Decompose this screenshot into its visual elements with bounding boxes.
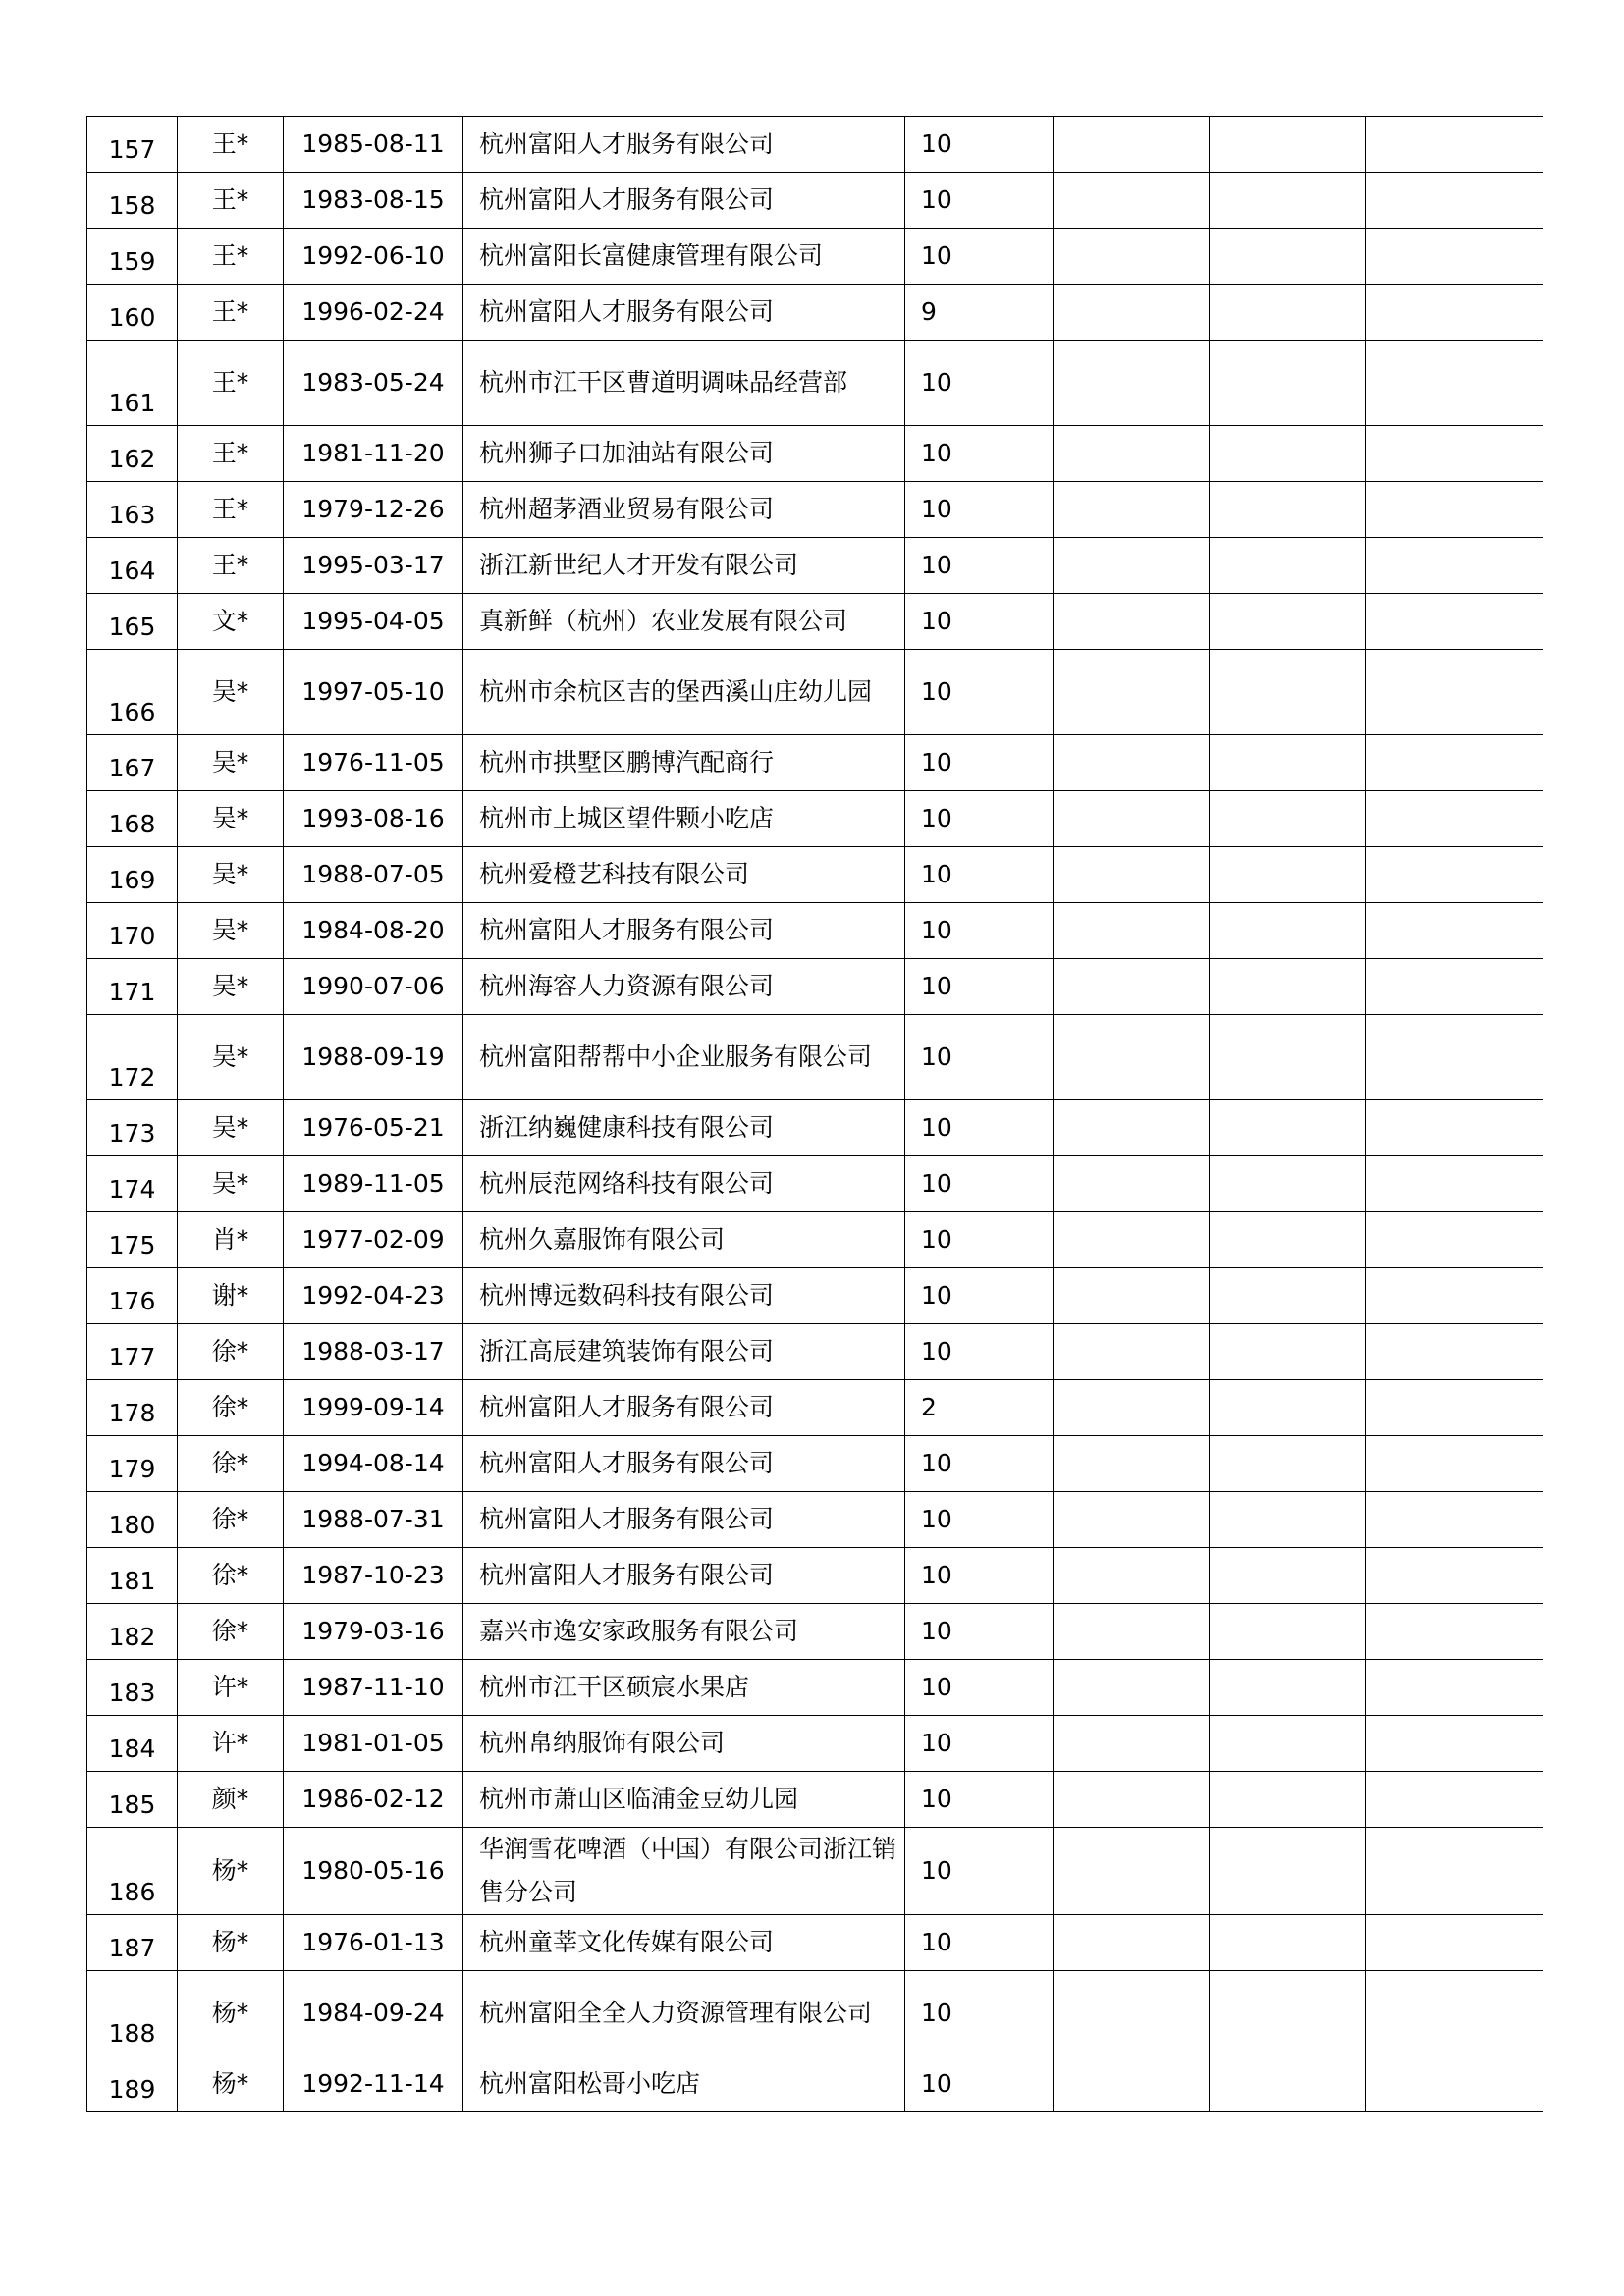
score-value: 10 xyxy=(905,791,1054,847)
person-name: 徐* xyxy=(178,1548,284,1604)
empty-cell xyxy=(1366,1548,1543,1604)
table-row xyxy=(87,285,1543,341)
person-name: 吴* xyxy=(178,1156,284,1212)
empty-cell xyxy=(1210,1100,1366,1156)
score-value: 10 xyxy=(905,2056,1054,2112)
empty-cell xyxy=(1366,117,1543,173)
person-name: 徐* xyxy=(178,1492,284,1548)
person-name: 王* xyxy=(178,426,284,482)
empty-cell xyxy=(1210,173,1366,229)
birth-date: 1983-05-24 xyxy=(284,341,463,426)
person-name: 吴* xyxy=(178,650,284,735)
empty-cell xyxy=(1210,1436,1366,1492)
row-number: 167 xyxy=(87,735,178,791)
birth-date: 1987-10-23 xyxy=(284,1548,463,1604)
score-value: 10 xyxy=(905,1156,1054,1212)
empty-cell xyxy=(1210,229,1366,285)
birth-date: 1996-02-24 xyxy=(284,285,463,341)
empty-cell xyxy=(1210,650,1366,735)
score-value: 10 xyxy=(905,650,1054,735)
empty-cell xyxy=(1054,426,1210,482)
table-row xyxy=(87,1212,1543,1268)
score-value: 10 xyxy=(905,341,1054,426)
score-value: 10 xyxy=(905,735,1054,791)
empty-cell xyxy=(1366,426,1543,482)
row-number: 165 xyxy=(87,594,178,650)
birth-date: 1999-09-14 xyxy=(284,1380,463,1436)
birth-date: 1987-11-10 xyxy=(284,1660,463,1716)
empty-cell xyxy=(1210,1971,1366,2056)
empty-cell xyxy=(1054,1100,1210,1156)
empty-cell xyxy=(1366,1492,1543,1548)
person-name: 杨* xyxy=(178,2056,284,2112)
birth-date: 1981-11-20 xyxy=(284,426,463,482)
company-name: 杭州爱橙艺科技有限公司 xyxy=(463,847,905,903)
row-number: 179 xyxy=(87,1436,178,1492)
score-value: 10 xyxy=(905,903,1054,959)
empty-cell xyxy=(1366,650,1543,735)
row-number: 161 xyxy=(87,341,178,426)
company-name: 杭州童莘文化传媒有限公司 xyxy=(463,1915,905,1971)
score-value: 10 xyxy=(905,1492,1054,1548)
company-name: 真新鲜（杭州）农业发展有限公司 xyxy=(463,594,905,650)
score-value: 2 xyxy=(905,1380,1054,1436)
empty-cell xyxy=(1054,1436,1210,1492)
table-row xyxy=(87,426,1543,482)
company-name: 浙江纳巍健康科技有限公司 xyxy=(463,1100,905,1156)
person-name: 王* xyxy=(178,173,284,229)
company-name: 杭州博远数码科技有限公司 xyxy=(463,1268,905,1324)
person-name: 徐* xyxy=(178,1436,284,1492)
row-number: 184 xyxy=(87,1716,178,1772)
birth-date: 1976-05-21 xyxy=(284,1100,463,1156)
birth-date: 1997-05-10 xyxy=(284,650,463,735)
empty-cell xyxy=(1210,959,1366,1015)
table-row xyxy=(87,1716,1543,1772)
empty-cell xyxy=(1366,1268,1543,1324)
person-name: 王* xyxy=(178,538,284,594)
empty-cell xyxy=(1054,1772,1210,1828)
empty-cell xyxy=(1054,1492,1210,1548)
company-name: 杭州富阳人才服务有限公司 xyxy=(463,117,905,173)
person-name: 颜* xyxy=(178,1772,284,1828)
company-name: 嘉兴市逸安家政服务有限公司 xyxy=(463,1604,905,1660)
row-number: 173 xyxy=(87,1100,178,1156)
person-name: 许* xyxy=(178,1660,284,1716)
row-number: 185 xyxy=(87,1772,178,1828)
empty-cell xyxy=(1054,482,1210,538)
empty-cell xyxy=(1054,1971,1210,2056)
person-name: 王* xyxy=(178,117,284,173)
empty-cell xyxy=(1054,1015,1210,1100)
person-name: 杨* xyxy=(178,1971,284,2056)
row-number: 162 xyxy=(87,426,178,482)
person-name: 吴* xyxy=(178,1015,284,1100)
company-name: 杭州富阳人才服务有限公司 xyxy=(463,1436,905,1492)
empty-cell xyxy=(1366,903,1543,959)
row-number: 169 xyxy=(87,847,178,903)
empty-cell xyxy=(1210,482,1366,538)
empty-cell xyxy=(1210,1268,1366,1324)
empty-cell xyxy=(1366,1716,1543,1772)
empty-cell xyxy=(1054,1156,1210,1212)
empty-cell xyxy=(1366,594,1543,650)
company-name: 杭州超茅酒业贸易有限公司 xyxy=(463,482,905,538)
score-value: 10 xyxy=(905,594,1054,650)
table-row xyxy=(87,1604,1543,1660)
birth-date: 1995-03-17 xyxy=(284,538,463,594)
company-name: 杭州市江干区曹道明调味品经营部 xyxy=(463,341,905,426)
company-name: 杭州富阳人才服务有限公司 xyxy=(463,285,905,341)
table-row xyxy=(87,1100,1543,1156)
company-name: 杭州市萧山区临浦金豆幼儿园 xyxy=(463,1772,905,1828)
empty-cell xyxy=(1054,903,1210,959)
row-number: 172 xyxy=(87,1015,178,1100)
table-row xyxy=(87,903,1543,959)
row-number: 158 xyxy=(87,173,178,229)
birth-date: 1992-11-14 xyxy=(284,2056,463,2112)
score-value: 10 xyxy=(905,1772,1054,1828)
empty-cell xyxy=(1366,173,1543,229)
person-name: 谢* xyxy=(178,1268,284,1324)
birth-date: 1988-07-31 xyxy=(284,1492,463,1548)
table-row xyxy=(87,173,1543,229)
person-name: 王* xyxy=(178,285,284,341)
birth-date: 1989-11-05 xyxy=(284,1156,463,1212)
empty-cell xyxy=(1366,538,1543,594)
table-row xyxy=(87,482,1543,538)
row-number: 181 xyxy=(87,1548,178,1604)
empty-cell xyxy=(1054,1828,1210,1915)
empty-cell xyxy=(1054,1660,1210,1716)
birth-date: 1986-02-12 xyxy=(284,1772,463,1828)
company-name: 杭州辰范网络科技有限公司 xyxy=(463,1156,905,1212)
empty-cell xyxy=(1054,538,1210,594)
empty-cell xyxy=(1366,1100,1543,1156)
company-name: 杭州富阳人才服务有限公司 xyxy=(463,1380,905,1436)
table-row xyxy=(87,1492,1543,1548)
row-number: 182 xyxy=(87,1604,178,1660)
empty-cell xyxy=(1366,735,1543,791)
empty-cell xyxy=(1210,594,1366,650)
score-value: 10 xyxy=(905,482,1054,538)
empty-cell xyxy=(1366,482,1543,538)
person-name: 吴* xyxy=(178,1100,284,1156)
company-name: 杭州市上城区望件颗小吃店 xyxy=(463,791,905,847)
company-name: 杭州富阳帮帮中小企业服务有限公司 xyxy=(463,1015,905,1100)
table-row xyxy=(87,1548,1543,1604)
table-body xyxy=(87,117,1543,2112)
empty-cell xyxy=(1054,959,1210,1015)
empty-cell xyxy=(1210,285,1366,341)
empty-cell xyxy=(1054,1324,1210,1380)
table-row xyxy=(87,959,1543,1015)
birth-date: 1988-07-05 xyxy=(284,847,463,903)
empty-cell xyxy=(1054,285,1210,341)
score-value: 10 xyxy=(905,1971,1054,2056)
table-row xyxy=(87,594,1543,650)
company-name: 浙江新世纪人才开发有限公司 xyxy=(463,538,905,594)
person-name: 文* xyxy=(178,594,284,650)
empty-cell xyxy=(1054,791,1210,847)
table-row xyxy=(87,1268,1543,1324)
empty-cell xyxy=(1210,1772,1366,1828)
score-value: 10 xyxy=(905,1015,1054,1100)
person-name: 肖* xyxy=(178,1212,284,1268)
row-number: 188 xyxy=(87,1971,178,2056)
empty-cell xyxy=(1210,735,1366,791)
empty-cell xyxy=(1054,847,1210,903)
row-number: 168 xyxy=(87,791,178,847)
score-value: 10 xyxy=(905,959,1054,1015)
company-name: 杭州海容人力资源有限公司 xyxy=(463,959,905,1015)
birth-date: 1980-05-16 xyxy=(284,1828,463,1915)
empty-cell xyxy=(1366,1828,1543,1915)
person-name: 吴* xyxy=(178,735,284,791)
row-number: 163 xyxy=(87,482,178,538)
score-value: 9 xyxy=(905,285,1054,341)
score-value: 10 xyxy=(905,117,1054,173)
company-name: 杭州狮子口加油站有限公司 xyxy=(463,426,905,482)
company-name: 杭州久嘉服饰有限公司 xyxy=(463,1212,905,1268)
person-name: 徐* xyxy=(178,1604,284,1660)
empty-cell xyxy=(1210,1828,1366,1915)
empty-cell xyxy=(1210,1212,1366,1268)
empty-cell xyxy=(1366,1156,1543,1212)
birth-date: 1981-01-05 xyxy=(284,1716,463,1772)
table-row xyxy=(87,1380,1543,1436)
birth-date: 1976-01-13 xyxy=(284,1915,463,1971)
row-number: 175 xyxy=(87,1212,178,1268)
row-number: 177 xyxy=(87,1324,178,1380)
empty-cell xyxy=(1366,1604,1543,1660)
empty-cell xyxy=(1054,1604,1210,1660)
birth-date: 1979-12-26 xyxy=(284,482,463,538)
empty-cell xyxy=(1210,1015,1366,1100)
company-name: 浙江高辰建筑装饰有限公司 xyxy=(463,1324,905,1380)
person-name: 王* xyxy=(178,229,284,285)
score-value: 10 xyxy=(905,1716,1054,1772)
table-row xyxy=(87,1324,1543,1380)
company-name: 杭州富阳人才服务有限公司 xyxy=(463,1492,905,1548)
empty-cell xyxy=(1366,1324,1543,1380)
empty-cell xyxy=(1366,1212,1543,1268)
birth-date: 1993-08-16 xyxy=(284,791,463,847)
table-row xyxy=(87,341,1543,426)
empty-cell xyxy=(1054,2056,1210,2112)
birth-date: 1992-04-23 xyxy=(284,1268,463,1324)
person-name: 王* xyxy=(178,482,284,538)
empty-cell xyxy=(1366,1380,1543,1436)
score-value: 10 xyxy=(905,1915,1054,1971)
empty-cell xyxy=(1366,847,1543,903)
empty-cell xyxy=(1366,2056,1543,2112)
empty-cell xyxy=(1054,1915,1210,1971)
personnel-table xyxy=(86,116,1543,2112)
empty-cell xyxy=(1366,285,1543,341)
person-name: 王* xyxy=(178,341,284,426)
empty-cell xyxy=(1366,1660,1543,1716)
person-name: 许* xyxy=(178,1716,284,1772)
empty-cell xyxy=(1366,791,1543,847)
birth-date: 1984-08-20 xyxy=(284,903,463,959)
empty-cell xyxy=(1054,173,1210,229)
row-number: 186 xyxy=(87,1828,178,1915)
table-row xyxy=(87,1660,1543,1716)
table-row xyxy=(87,1828,1543,1915)
table-row xyxy=(87,229,1543,285)
row-number: 189 xyxy=(87,2056,178,2112)
empty-cell xyxy=(1054,1380,1210,1436)
empty-cell xyxy=(1210,341,1366,426)
empty-cell xyxy=(1366,1015,1543,1100)
person-name: 徐* xyxy=(178,1380,284,1436)
person-name: 吴* xyxy=(178,791,284,847)
empty-cell xyxy=(1210,1492,1366,1548)
empty-cell xyxy=(1054,735,1210,791)
empty-cell xyxy=(1210,1716,1366,1772)
empty-cell xyxy=(1210,2056,1366,2112)
empty-cell xyxy=(1210,117,1366,173)
birth-date: 1983-08-15 xyxy=(284,173,463,229)
empty-cell xyxy=(1366,341,1543,426)
score-value: 10 xyxy=(905,229,1054,285)
empty-cell xyxy=(1054,117,1210,173)
person-name: 杨* xyxy=(178,1915,284,1971)
row-number: 178 xyxy=(87,1380,178,1436)
company-name: 杭州市余杭区吉的堡西溪山庄幼儿园 xyxy=(463,650,905,735)
score-value: 10 xyxy=(905,173,1054,229)
table-row xyxy=(87,1915,1543,1971)
table-row xyxy=(87,1772,1543,1828)
row-number: 183 xyxy=(87,1660,178,1716)
empty-cell xyxy=(1210,1156,1366,1212)
score-value: 10 xyxy=(905,1604,1054,1660)
table-row xyxy=(87,538,1543,594)
empty-cell xyxy=(1054,1716,1210,1772)
empty-cell xyxy=(1054,650,1210,735)
empty-cell xyxy=(1210,847,1366,903)
empty-cell xyxy=(1366,959,1543,1015)
company-name: 杭州富阳人才服务有限公司 xyxy=(463,903,905,959)
birth-date: 1988-09-19 xyxy=(284,1015,463,1100)
row-number: 166 xyxy=(87,650,178,735)
row-number: 171 xyxy=(87,959,178,1015)
score-value: 10 xyxy=(905,538,1054,594)
empty-cell xyxy=(1366,1971,1543,2056)
row-number: 176 xyxy=(87,1268,178,1324)
row-number: 187 xyxy=(87,1915,178,1971)
empty-cell xyxy=(1210,1604,1366,1660)
row-number: 159 xyxy=(87,229,178,285)
birth-date: 1985-08-11 xyxy=(284,117,463,173)
empty-cell xyxy=(1210,1915,1366,1971)
birth-date: 1990-07-06 xyxy=(284,959,463,1015)
person-name: 吴* xyxy=(178,903,284,959)
company-name: 杭州市拱墅区鹏博汽配商行 xyxy=(463,735,905,791)
empty-cell xyxy=(1054,1268,1210,1324)
empty-cell xyxy=(1366,1772,1543,1828)
empty-cell xyxy=(1366,1915,1543,1971)
row-number: 164 xyxy=(87,538,178,594)
row-number: 157 xyxy=(87,117,178,173)
person-name: 徐* xyxy=(178,1324,284,1380)
empty-cell xyxy=(1054,1212,1210,1268)
table-row xyxy=(87,1971,1543,2056)
table-row xyxy=(87,117,1543,173)
birth-date: 1992-06-10 xyxy=(284,229,463,285)
score-value: 10 xyxy=(905,1660,1054,1716)
empty-cell xyxy=(1054,1548,1210,1604)
birth-date: 1979-03-16 xyxy=(284,1604,463,1660)
person-name: 吴* xyxy=(178,847,284,903)
empty-cell xyxy=(1210,1548,1366,1604)
birth-date: 1994-08-14 xyxy=(284,1436,463,1492)
empty-cell xyxy=(1210,538,1366,594)
company-name: 杭州富阳长富健康管理有限公司 xyxy=(463,229,905,285)
person-name: 吴* xyxy=(178,959,284,1015)
table-row xyxy=(87,1156,1543,1212)
table-row xyxy=(87,791,1543,847)
score-value: 10 xyxy=(905,1324,1054,1380)
birth-date: 1976-11-05 xyxy=(284,735,463,791)
table-row xyxy=(87,847,1543,903)
empty-cell xyxy=(1210,1380,1366,1436)
table-row xyxy=(87,2056,1543,2112)
score-value: 10 xyxy=(905,1828,1054,1915)
company-name: 杭州帛纳服饰有限公司 xyxy=(463,1716,905,1772)
empty-cell xyxy=(1366,1436,1543,1492)
table-row xyxy=(87,735,1543,791)
company-name: 杭州富阳人才服务有限公司 xyxy=(463,1548,905,1604)
birth-date: 1977-02-09 xyxy=(284,1212,463,1268)
table-row xyxy=(87,1015,1543,1100)
score-value: 10 xyxy=(905,847,1054,903)
birth-date: 1988-03-17 xyxy=(284,1324,463,1380)
table-row xyxy=(87,1436,1543,1492)
empty-cell xyxy=(1210,791,1366,847)
company-name: 杭州富阳全全人力资源管理有限公司 xyxy=(463,1971,905,2056)
score-value: 10 xyxy=(905,426,1054,482)
company-name: 华润雪花啤酒（中国）有限公司浙江销售分公司 xyxy=(463,1828,905,1915)
empty-cell xyxy=(1210,903,1366,959)
person-name: 杨* xyxy=(178,1828,284,1915)
company-name: 杭州富阳人才服务有限公司 xyxy=(463,173,905,229)
company-name: 杭州富阳松哥小吃店 xyxy=(463,2056,905,2112)
empty-cell xyxy=(1210,426,1366,482)
row-number: 170 xyxy=(87,903,178,959)
company-name: 杭州市江干区硕宸水果店 xyxy=(463,1660,905,1716)
empty-cell xyxy=(1054,341,1210,426)
table-row xyxy=(87,650,1543,735)
row-number: 160 xyxy=(87,285,178,341)
score-value: 10 xyxy=(905,1212,1054,1268)
birth-date: 1984-09-24 xyxy=(284,1971,463,2056)
score-value: 10 xyxy=(905,1100,1054,1156)
birth-date: 1995-04-05 xyxy=(284,594,463,650)
empty-cell xyxy=(1054,229,1210,285)
score-value: 10 xyxy=(905,1548,1054,1604)
empty-cell xyxy=(1054,594,1210,650)
row-number: 174 xyxy=(87,1156,178,1212)
empty-cell xyxy=(1366,229,1543,285)
score-value: 10 xyxy=(905,1436,1054,1492)
empty-cell xyxy=(1210,1660,1366,1716)
empty-cell xyxy=(1210,1324,1366,1380)
score-value: 10 xyxy=(905,1268,1054,1324)
row-number: 180 xyxy=(87,1492,178,1548)
